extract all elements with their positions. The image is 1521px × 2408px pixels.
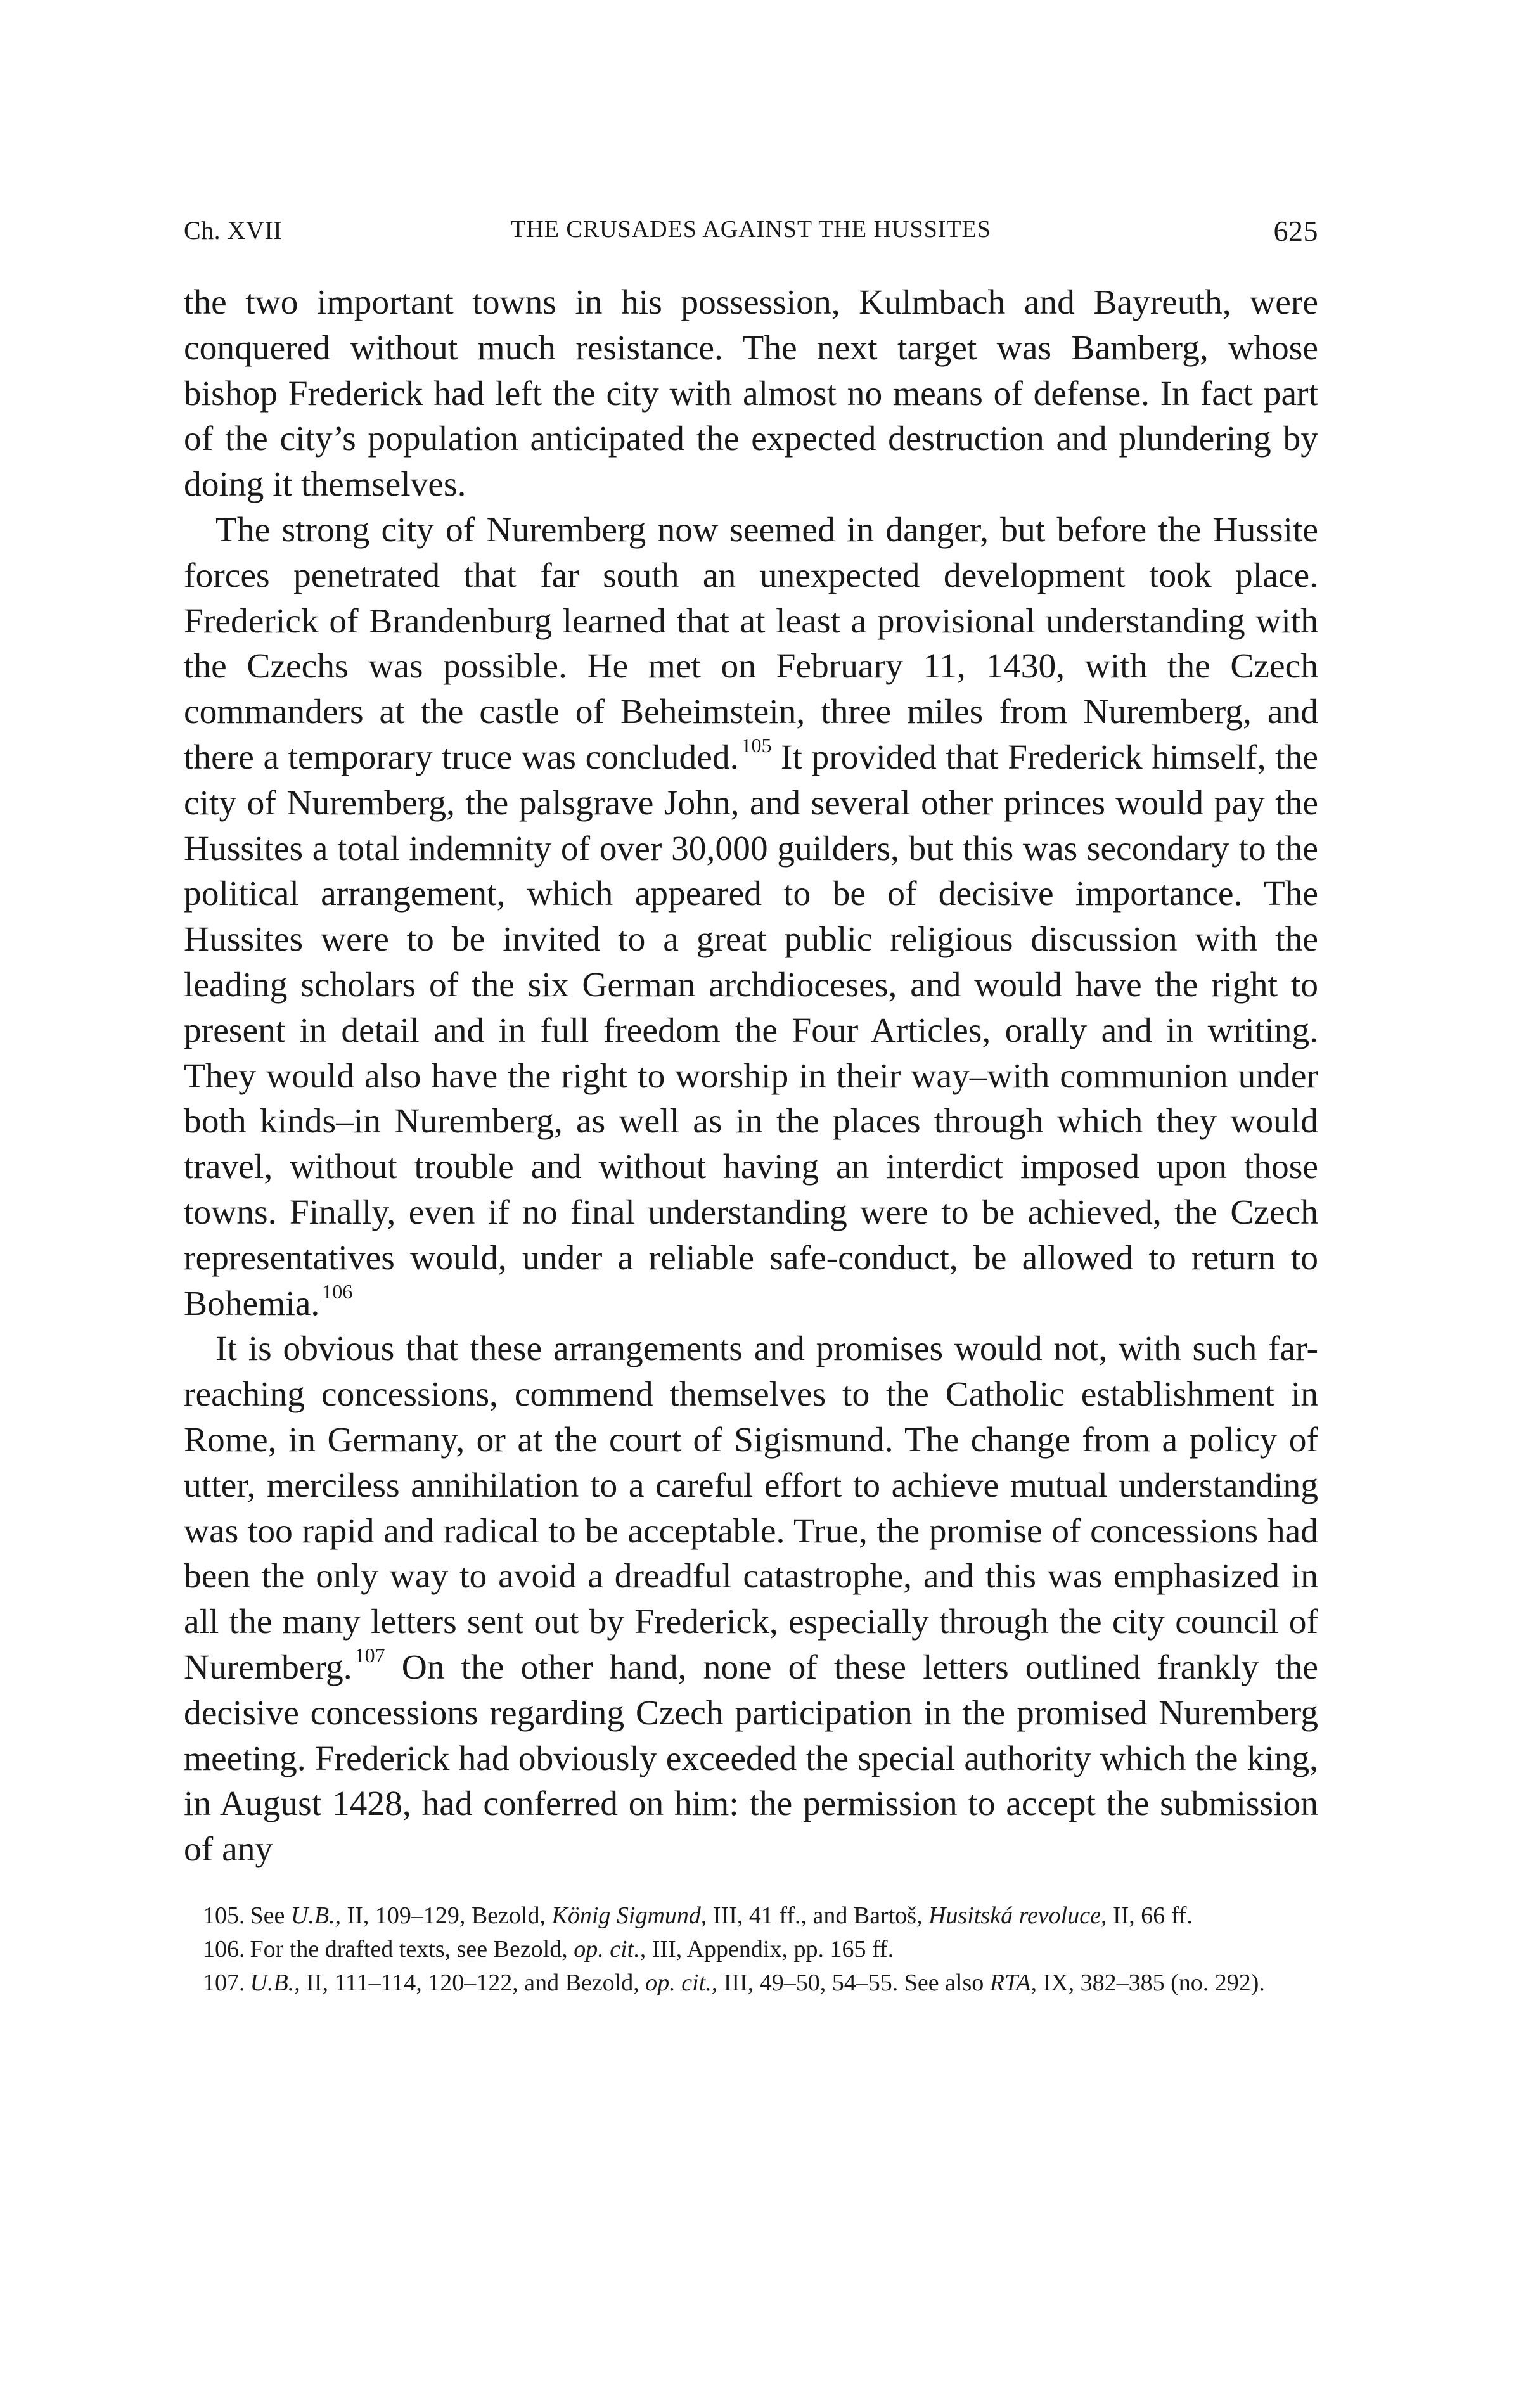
paragraph-3 (184, 1326, 1318, 1873)
paragraph-2 (184, 508, 1318, 1326)
paragraph-2-text-b: It provided that Frederick himself, the city of Nuremberg, the palsgrave John, and several other princes would pay the Hussites a total indemnity of over 30,000 guilders, but this was secondary to the political arrangement, which appeared to be of decisive importance. The Hussites were to be invited to a great public religious discussion with the leading scholars of the six German archdioceses, and would have the right to present in detail and in full freedom the Four Articles, orally and in writing. They would also have the right to worship in their way–with communion under both kinds–in Nuremberg, as well as in the places through which they would travel, without trouble and without having an interdict imposed upon those towns. Finally, even if no final understanding were to be achieved, the Czech representatives would, under a reliable safe-conduct, be allowed to return to Bohemia. (184, 738, 1318, 1323)
paragraph-2-text-a: The strong city of Nuremberg now seemed in danger, but before the Hussite forces penetrated that far south an unexpected development took place. Frederick of Brandenburg learned that at least a provisional understanding with the Czechs was possible. He met on February 11, 1430, with the Czech commanders at the castle of Beheimstein, three miles from Nuremberg, and there a temporary truce was concluded. (184, 510, 1318, 777)
page-number: 625 (1273, 215, 1318, 247)
footnote-107: 107. U.B., II, 111–114, 120–122, and Bezold, op. cit., III, 49–50, 54–55. See also RTA, IX, 382–385 (no. 292). (203, 1969, 1265, 1996)
book-page (184, 215, 1318, 2001)
footnote-ref-105: 105 (741, 733, 772, 757)
paragraph-3-text-b: On the other hand, none of these letters outlined frankly the decisive concessions regarding Czech participation in the promised Nuremberg meeting. Frederick had obviously exceeded the special authority which the king, in August 1428, had conferred on him: the permission to accept the submission of any (184, 1648, 1318, 1869)
footnote-106: 106. For the drafted texts, see Bezold, op. cit., III, Appendix, pp. 165 ff. (203, 1935, 894, 1963)
paragraph-1-text: the two important towns in his possession, Kulmbach and Bayreuth, were conquered without much resistance. The next target was Bamberg, whose bishop Frederick had left the city with almost no means of defense. In fact part of the city’s population anticipated the expected destruction and plundering by doing it themselves. (184, 283, 1318, 504)
chapter-label: Ch. XVII (184, 216, 283, 245)
footnote-105: 105. See U.B., II, 109–129, Bezold, König Sigmund, III, 41 ff., and Bartoš, Husitská revoluce, II, 66 ff. (203, 1902, 1193, 1929)
running-title: THE CRUSADES AGAINST THE HUSSITES (511, 216, 991, 243)
footnote-ref-107: 107 (354, 1643, 385, 1667)
footnotes (184, 1900, 1318, 1999)
running-head (184, 215, 1318, 253)
footnote-ref-106: 106 (322, 1279, 353, 1303)
body-text (184, 280, 1318, 1873)
paragraph-1 (184, 280, 1318, 508)
paragraph-3-text-a: It is obvious that these arrangements and promises would not, with such far-reaching concessions, commend themselves to the Catholic establishment in Rome, in Germany, or at the court of Sigismund. The change from a policy of utter, merciless annihilation to a careful effort to achieve mutual understanding was too rapid and radical to be acceptable. True, the promise of concessions had been the only way to avoid a dreadful catastrophe, and this was emphasized in all the many letters sent out by Frederick, especially through the city council of Nuremberg. (184, 1329, 1318, 1687)
